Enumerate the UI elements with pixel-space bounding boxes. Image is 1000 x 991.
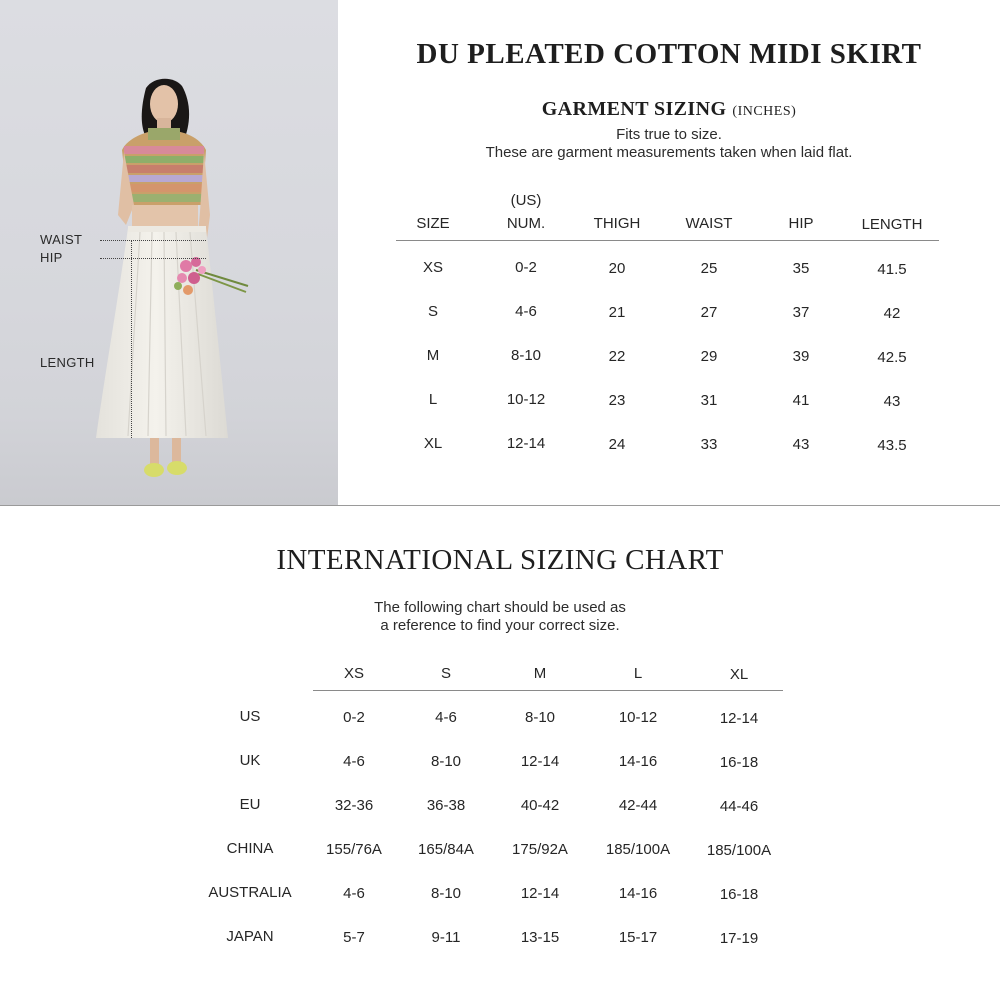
cell-waist: 29 bbox=[700, 348, 718, 365]
cell-hip: 41 bbox=[792, 392, 810, 409]
table-cell: 185/100A bbox=[706, 842, 772, 859]
header-num: NUM. bbox=[506, 215, 546, 232]
international-title: INTERNATIONAL SIZING CHART bbox=[276, 544, 724, 576]
product-photo bbox=[0, 0, 338, 505]
international-note-2: a reference to find your correct size. bbox=[380, 617, 620, 634]
header-num-prefix: (US) bbox=[510, 192, 542, 209]
column-header: XS bbox=[343, 665, 364, 682]
row-label: CHINA bbox=[226, 840, 274, 857]
table-cell: 9-11 bbox=[431, 929, 461, 946]
cell-thigh: 23 bbox=[608, 392, 626, 409]
cell-size: S bbox=[427, 303, 438, 320]
length-guide-line bbox=[131, 240, 132, 438]
cell-waist: 31 bbox=[700, 392, 718, 409]
table-cell: 12-14 bbox=[520, 885, 560, 902]
hip-guide-line bbox=[100, 258, 206, 259]
units-label: (INCHES) bbox=[732, 104, 797, 119]
section-divider bbox=[0, 505, 1000, 506]
table-cell: 4-6 bbox=[343, 885, 365, 902]
hip-label: HIP bbox=[40, 250, 63, 265]
table-cell: 17-19 bbox=[719, 930, 759, 947]
table-cell: 10-12 bbox=[618, 709, 658, 726]
cell-num: 4-6 bbox=[515, 303, 537, 320]
cell-waist: 27 bbox=[700, 304, 718, 321]
table-cell: 4-6 bbox=[343, 753, 365, 770]
cell-size: L bbox=[428, 391, 438, 408]
cell-length: 43 bbox=[883, 393, 901, 410]
cell-waist: 25 bbox=[700, 260, 718, 277]
table-cell: 13-15 bbox=[520, 929, 560, 946]
garment-header-rule bbox=[396, 240, 939, 241]
table-cell: 14-16 bbox=[618, 885, 658, 902]
international-note-1: The following chart should be used as bbox=[374, 599, 626, 616]
table-cell: 14-16 bbox=[618, 753, 658, 770]
row-label: JAPAN bbox=[226, 928, 274, 945]
row-label: AUSTRALIA bbox=[208, 884, 292, 901]
international-header-rule bbox=[313, 690, 783, 691]
garment-sizing-heading bbox=[338, 98, 1000, 121]
cell-hip: 39 bbox=[792, 348, 810, 365]
row-label: US bbox=[239, 708, 261, 725]
header-length: LENGTH bbox=[861, 216, 923, 233]
table-cell: 36-38 bbox=[426, 797, 466, 814]
table-cell: 16-18 bbox=[719, 754, 759, 771]
cell-hip: 37 bbox=[792, 304, 810, 321]
cell-size: XL bbox=[423, 435, 443, 452]
row-label: UK bbox=[239, 752, 261, 769]
cell-size: M bbox=[426, 347, 440, 364]
cell-waist: 33 bbox=[700, 436, 718, 453]
length-label: LENGTH bbox=[40, 355, 95, 370]
cell-thigh: 22 bbox=[608, 348, 626, 365]
table-cell: 44-46 bbox=[719, 798, 759, 815]
column-header: L bbox=[633, 665, 643, 682]
table-cell: 15-17 bbox=[618, 929, 658, 946]
row-label: EU bbox=[239, 796, 261, 813]
cell-thigh: 20 bbox=[608, 260, 626, 277]
cell-num: 0-2 bbox=[515, 259, 537, 276]
cell-num: 12-14 bbox=[506, 435, 546, 452]
cell-hip: 35 bbox=[792, 260, 810, 277]
product-title: DU PLEATED COTTON MIDI SKIRT bbox=[416, 38, 922, 70]
waist-guide-line bbox=[100, 240, 206, 241]
table-cell: 12-14 bbox=[719, 710, 759, 727]
header-waist: WAIST bbox=[685, 215, 733, 232]
table-cell: 165/84A bbox=[418, 841, 474, 858]
column-header: S bbox=[440, 665, 451, 682]
table-cell: 185/100A bbox=[605, 841, 671, 858]
cell-length: 42.5 bbox=[877, 349, 907, 366]
cell-length: 41.5 bbox=[877, 261, 907, 278]
cell-thigh: 21 bbox=[608, 304, 626, 321]
cell-thigh: 24 bbox=[608, 436, 626, 453]
column-header: M bbox=[533, 665, 547, 682]
table-cell: 8-10 bbox=[430, 885, 462, 902]
table-cell: 175/92A bbox=[512, 841, 568, 858]
table-cell: 5-7 bbox=[343, 929, 365, 946]
table-cell: 8-10 bbox=[524, 709, 556, 726]
measurement-note: These are garment measurements taken when laid flat. bbox=[485, 144, 853, 161]
cell-hip: 43 bbox=[792, 436, 810, 453]
table-cell: 40-42 bbox=[520, 797, 560, 814]
cell-length: 42 bbox=[883, 305, 901, 322]
table-cell: 16-18 bbox=[719, 886, 759, 903]
column-header: XL bbox=[729, 666, 749, 683]
cell-num: 8-10 bbox=[510, 347, 542, 364]
cell-length: 43.5 bbox=[877, 437, 907, 454]
table-cell: 42-44 bbox=[618, 797, 658, 814]
table-cell: 0-2 bbox=[343, 709, 365, 726]
table-cell: 32-36 bbox=[334, 797, 374, 814]
header-hip: HIP bbox=[788, 215, 814, 232]
table-cell: 4-6 bbox=[435, 709, 457, 726]
cell-size: XS bbox=[422, 259, 443, 276]
table-cell: 155/76A bbox=[326, 841, 382, 858]
garment-sizing-title: GARMENT SIZING bbox=[541, 98, 727, 120]
fit-note: Fits true to size. bbox=[616, 126, 722, 143]
header-size: SIZE bbox=[416, 215, 450, 232]
cell-num: 10-12 bbox=[506, 391, 546, 408]
waist-label: WAIST bbox=[40, 232, 83, 247]
table-cell: 12-14 bbox=[520, 753, 560, 770]
table-cell: 8-10 bbox=[430, 753, 462, 770]
header-thigh: THIGH bbox=[593, 215, 641, 232]
